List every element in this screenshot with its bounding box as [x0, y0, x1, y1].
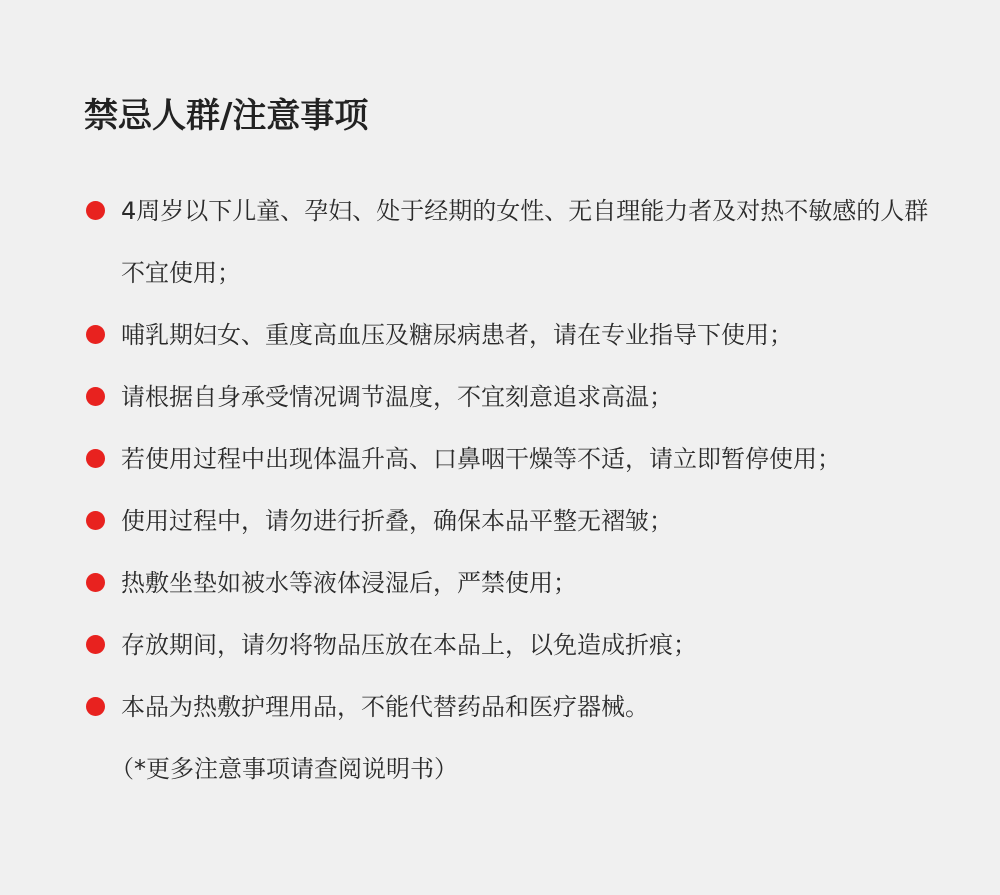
list-item-text: 哺乳期妇女、重度高血压及糖尿病患者，请在专业指导下使用； [121, 321, 793, 349]
footnote: （*更多注意事项请查阅说明书） [110, 755, 458, 783]
bullet-dot-icon [86, 387, 105, 406]
bullet-dot-icon [86, 511, 105, 530]
list-item-text: 使用过程中，请勿进行折叠，确保本品平整无褶皱； [121, 507, 673, 535]
list-item [84, 614, 944, 676]
precautions-list [84, 180, 944, 738]
list-item [84, 552, 944, 614]
bullet-dot-icon [86, 635, 105, 654]
list-item [84, 490, 944, 552]
list-item [84, 428, 944, 490]
list-item [84, 366, 944, 428]
bullet-dot-icon [86, 201, 105, 220]
bullet-dot-icon [86, 325, 105, 344]
bullet-dot-icon [86, 697, 105, 716]
list-item [84, 180, 944, 304]
list-item-text: 请根据自身承受情况调节温度，不宜刻意追求高温； [121, 383, 673, 411]
bullet-dot-icon [86, 449, 105, 468]
list-item-text: 存放期间，请勿将物品压放在本品上，以免造成折痕； [121, 631, 697, 659]
list-item-text: 4周岁以下儿童、孕妇、处于经期的女性、无自理能力者及对热不敏感的人群不宜使用； [121, 197, 929, 287]
list-item [84, 676, 944, 738]
bullet-dot-icon [86, 573, 105, 592]
list-item [84, 304, 944, 366]
section-title: 禁忌人群/注意事项 [84, 96, 369, 136]
list-item-text: 热敷坐垫如被水等液体浸湿后，严禁使用； [121, 569, 577, 597]
list-item-text: 若使用过程中出现体温升高、口鼻咽干燥等不适，请立即暂停使用； [121, 445, 841, 473]
list-item-text: 本品为热敷护理用品，不能代替药品和医疗器械。 [121, 693, 649, 721]
